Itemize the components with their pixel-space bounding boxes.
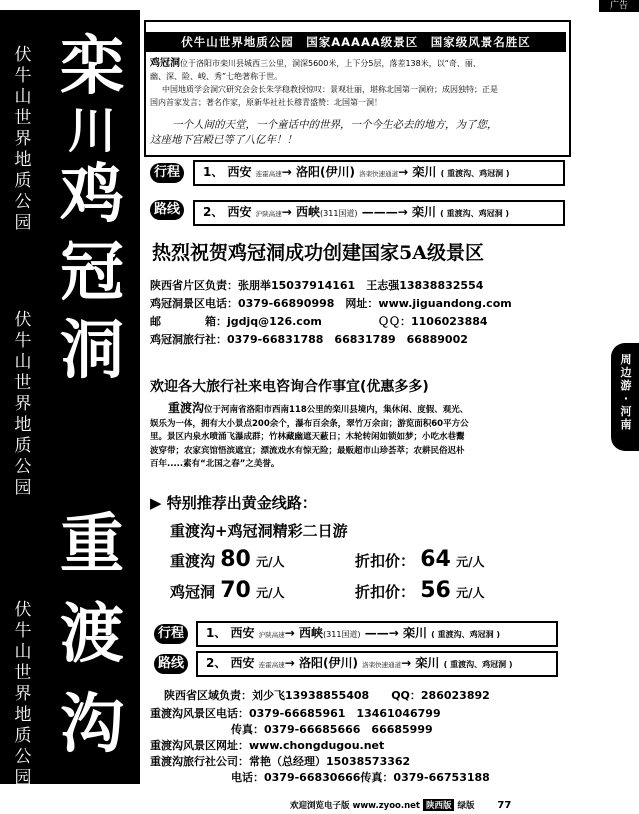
arrow-icon: → — [284, 656, 295, 670]
cdg-contact-5: 重渡沟旅行社公司：常艳（总经理）15038573362 — [150, 755, 411, 768]
page-number: 77 — [497, 800, 512, 811]
discount-row-1 — [355, 547, 485, 572]
arrow-icon: → — [281, 165, 292, 179]
route-note: ( 重渡沟、鸡冠洞 ) — [440, 209, 510, 218]
route-to: 栾川 — [402, 626, 427, 640]
route-to: 栾川 — [415, 656, 440, 670]
footer-edition-badge: 陕西版 — [423, 799, 455, 811]
arrow-icon: ——→ — [364, 626, 399, 640]
arrow-icon: → — [284, 626, 295, 640]
route-badge-xingcheng-bottom: 行程 — [154, 624, 188, 644]
golden-title — [150, 492, 317, 513]
route-via: 洛阳(伊川) — [299, 656, 358, 670]
left-column — [0, 10, 140, 788]
cdg-contact-6: 电话：0379-66830666传真：0379-66753188 — [231, 771, 490, 784]
vertical-text-middle — [12, 310, 34, 499]
arrow-icon: → — [398, 165, 409, 179]
title-char-gou: 沟 — [60, 688, 124, 762]
route-via: 洛阳(伊川) — [296, 165, 355, 179]
route-from: 西安 — [227, 205, 252, 219]
route-top-2 — [193, 200, 565, 226]
route-road-tiny: 洛栾快速通道 — [362, 661, 402, 669]
discount-unit: 元/人 — [456, 555, 485, 569]
discount-value: 56 — [420, 578, 451, 603]
footer — [290, 799, 511, 811]
route-badge-luxian-bottom: 路线 — [154, 654, 188, 674]
vertical-char: 伏 — [14, 45, 32, 65]
route-badge-xingcheng: 行程 — [150, 163, 184, 183]
contact-line-2: 鸡冠洞景区电话：0379-66890998 网址：www.jiguandong.com — [150, 297, 512, 310]
vertical-char: 牛 — [14, 331, 32, 351]
slogan — [150, 118, 564, 148]
intro-text — [150, 57, 564, 109]
cdg-line-3: 里。景区内泉水喷涌飞瀑成群；竹林藏幽遮天蔽日；木轮转闲如锁如梦；小吃水巷鬻 — [150, 432, 465, 442]
golden-title-text: 特别推荐出黄金线路： — [166, 494, 317, 512]
slogan-line-2: 这座地下宫殿已等了八亿年！！ — [150, 134, 297, 146]
route-note: ( 重渡沟、鸡冠洞 ) — [440, 169, 510, 178]
footer-section: 绿版 — [457, 801, 475, 811]
price-unit: 元/人 — [256, 586, 285, 600]
route-road-tiny: 连霍高速 — [258, 661, 285, 669]
route-road: (311国道) — [320, 209, 358, 218]
discount-value: 64 — [420, 547, 451, 572]
cdg-line-2: 娱乐为一体，拥有大小景点200余个，瀑布百余条，翠竹万余亩；游览面积60平方公 — [150, 418, 469, 429]
arrow-icon: → — [281, 205, 292, 219]
price-unit: 元/人 — [256, 555, 285, 569]
cdg-name: 重渡沟 — [168, 401, 205, 415]
region-tab — [611, 343, 639, 451]
route-via: 西峡 — [299, 626, 324, 640]
route-to: 栾川 — [411, 205, 436, 219]
route-road-tiny: 沪陕高速 — [255, 210, 282, 218]
route-badge-luxian: 路线 — [150, 200, 184, 220]
route-from: 西安 — [227, 165, 252, 179]
route-num: 1、 — [203, 165, 224, 179]
price-value: 70 — [220, 578, 251, 603]
route-to: 栾川 — [412, 165, 437, 179]
vertical-char: 界 — [14, 129, 32, 149]
route-num: 1、 — [206, 626, 227, 640]
intro-line-2: 幽、深、险、峻、秀”七绝著称于世。 — [150, 72, 283, 81]
price-name: 重渡沟 — [170, 552, 216, 570]
intro-name: 鸡冠洞 — [150, 58, 180, 69]
vertical-char: 公 — [14, 457, 32, 477]
contact-line-4: 鸡冠洞旅行社：0379-66831788 66831789 66889002 — [150, 333, 468, 346]
cdg-line-5: 百年.....素有“北国之春”之美誉。 — [150, 459, 280, 469]
title-char-ji: 鸡 — [60, 158, 124, 232]
price-value: 80 — [220, 547, 251, 572]
title-char-luan: 栾 — [60, 30, 124, 104]
route-top-1 — [193, 160, 565, 186]
vertical-char: 世 — [14, 108, 32, 128]
route-from: 西安 — [230, 656, 255, 670]
cdg-contact-3: 传真：0379-66685666 66685999 — [231, 723, 433, 736]
intro-line-1: 位于洛阳市栾川县城西三公里，洞深5600米，上下分5层，落差138米，以“奇、丽、 — [180, 59, 481, 68]
title-char-guan: 冠 — [60, 236, 124, 310]
arrow-icon: → — [401, 656, 412, 670]
vertical-char: 界 — [14, 684, 32, 704]
route-num: 2、 — [203, 205, 224, 219]
cdg-line-4: 波穿带；农家宾馆悟滨遮宜；漂流戏水有惊无险；最贩超市山珍荟萃；农耕民俗迟朴 — [150, 445, 465, 456]
vertical-char: 牛 — [14, 66, 32, 86]
vertical-char: 园 — [14, 213, 32, 233]
vertical-char: 山 — [14, 352, 32, 372]
route-num: 2、 — [206, 656, 227, 670]
contact-line-1: 陕西省片区负责：张朋举15037914161 王志强13838832554 — [150, 279, 484, 292]
title-char-zhong: 重 — [60, 508, 124, 582]
arrow-icon: ———→ — [361, 205, 408, 219]
vertical-char: 地 — [14, 415, 32, 435]
vertical-text-bottom — [12, 600, 34, 789]
price-row-2 — [170, 578, 285, 603]
route-note: ( 重渡沟、鸡冠洞 ) — [431, 630, 501, 639]
vertical-char: 世 — [14, 663, 32, 683]
intro-line-4: 国内首家发言；著名作家，原新华社社长穆青盛赞：北国第一洞！ — [150, 98, 382, 107]
congrats-heading: 热烈祝贺鸡冠洞成功创建国家5A级景区 — [152, 242, 484, 264]
cdg-contact-1: 陕西省区域负责：刘少飞13938855408 QQ：286023892 — [164, 689, 490, 702]
contact-email: 邮 箱：jgdjq@126.com — [150, 315, 322, 328]
vertical-char: 世 — [14, 373, 32, 393]
golden-subtitle: 重渡沟+鸡冠洞精彩二日游 — [170, 522, 348, 540]
route-via: 西峡 — [296, 205, 321, 219]
vertical-char: 公 — [14, 192, 32, 212]
route-note: ( 重渡沟、鸡冠洞 ) — [443, 660, 513, 669]
discount-label: 折扣价： — [355, 583, 416, 601]
intro-line-3: 中国地质学会洞穴研究会会长朱学稳教授惊叹：景观壮丽，堪称北国第一洞府；成因独特；正是 — [162, 85, 498, 94]
vertical-char: 质 — [14, 726, 32, 746]
vertical-char: 山 — [14, 87, 32, 107]
vertical-char: 伏 — [14, 600, 32, 620]
vertical-char: 公 — [14, 747, 32, 767]
triangle-icon: ▶ — [150, 494, 162, 512]
region-tab-label: 周边游·河南 — [620, 353, 632, 431]
route-road-tiny: 洛栾快速通道 — [359, 170, 399, 178]
route-road-tiny: 连霍高速 — [255, 170, 282, 178]
welcome-heading: 欢迎各大旅行社来电咨询合作事宜(优惠多多) — [150, 379, 429, 395]
title-char-dong: 洞 — [60, 314, 124, 388]
chongdugou-intro — [150, 402, 568, 472]
cdg-line-1: 位于河南省洛阳市西南118公里的栾川县境内，集休闲、度假、观光、 — [204, 405, 469, 415]
price-name: 鸡冠洞 — [170, 583, 216, 601]
vertical-char: 园 — [14, 768, 32, 788]
discount-unit: 元/人 — [456, 586, 485, 600]
vertical-char: 伏 — [14, 310, 32, 330]
route-road: (311国道) — [323, 630, 361, 639]
discount-row-2 — [355, 578, 485, 603]
route-road-tiny: 沪陕高速 — [258, 631, 285, 639]
slogan-line-1: 一个人间的天堂，一个童话中的世界，一个今生必去的地方，为了您， — [172, 119, 498, 131]
cdg-contact-2: 重渡沟风景区电话：0379-66685961 13461046799 — [150, 707, 441, 720]
vertical-char: 地 — [14, 150, 32, 170]
route-from: 西安 — [230, 626, 255, 640]
banner-title: 伏牛山世界地质公园 国家AAAAA级景区 国家级风景名胜区 — [146, 32, 566, 52]
footer-text: 欢迎浏览电子版 www.zyoo.net — [290, 801, 420, 811]
vertical-char: 地 — [14, 705, 32, 725]
title-char-chuan: 川 — [67, 103, 116, 159]
vertical-char: 山 — [14, 642, 32, 662]
title-char-du: 渡 — [60, 598, 124, 672]
vertical-text-top — [12, 45, 34, 234]
vertical-char: 牛 — [14, 621, 32, 641]
vertical-char: 界 — [14, 394, 32, 414]
vertical-char: 园 — [14, 478, 32, 498]
contact-qq: ＱＱ：1106023884 — [378, 315, 488, 328]
vertical-char: 质 — [14, 436, 32, 456]
vertical-char: 质 — [14, 171, 32, 191]
price-row-1 — [170, 547, 285, 572]
route-bottom-2 — [196, 651, 558, 677]
route-bottom-1 — [196, 621, 558, 647]
cdg-contact-4: 重渡沟风景区网址：www.chongdugou.net — [150, 739, 385, 752]
discount-label: 折扣价： — [355, 552, 416, 570]
ad-tag: 广告 — [599, 0, 639, 12]
